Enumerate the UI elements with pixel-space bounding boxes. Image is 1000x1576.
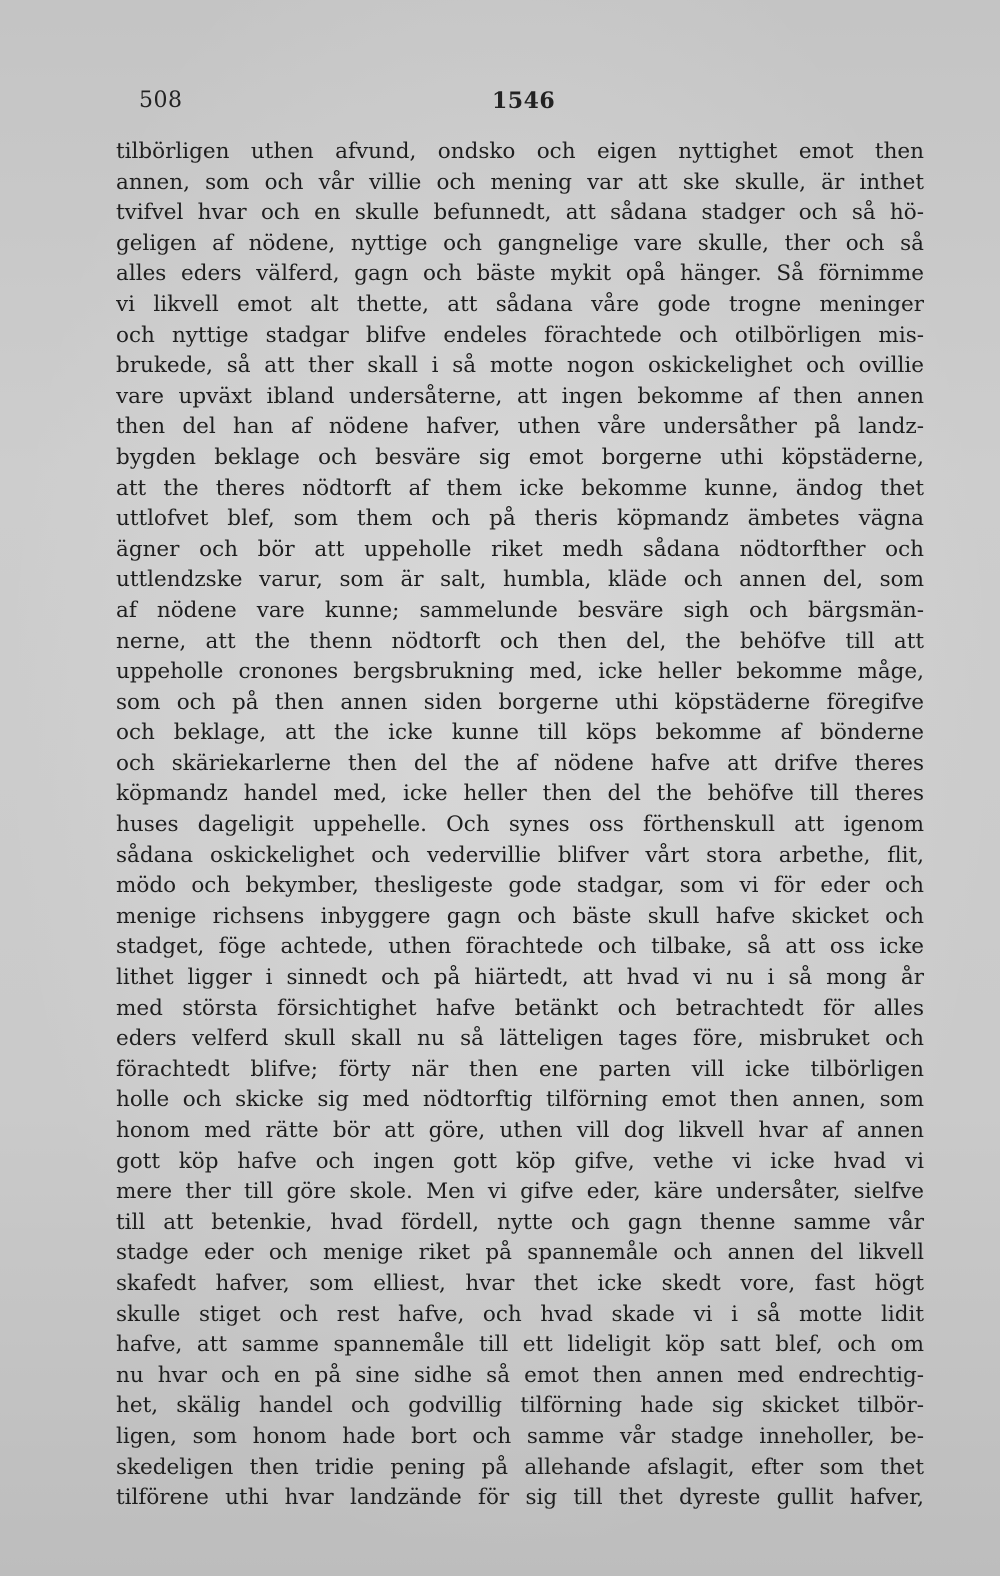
text-line: mere ther till göre skole. Men vi gifve eder, käre undersåter, sielfve: [116, 1179, 924, 1205]
text-line: köpmandz handel med, icke heller then del the behöfve till theres: [116, 781, 924, 807]
text-line: med största försichtighet hafve betänkt och betrachtedt för alles: [116, 995, 924, 1021]
text-line: vi likvell emot alt thette, att sådana våre gode trogne meninger: [116, 291, 924, 317]
text-line: som och på then annen siden borgerne uthi köpstäderne föregifve: [116, 689, 924, 715]
text-line: ägner och bör att uppeholle riket medh sådana nödtorfther och: [116, 536, 924, 562]
text-line: uttlofvet blef, som them och på theris köpmandz ämbetes vägna: [116, 506, 924, 532]
text-line: vare upväxt ibland undersåterne, att ingen bekomme af then annen: [116, 383, 924, 409]
text-line: mödo och bekymber, thesligeste gode stadgar, som vi för eder och: [116, 873, 924, 899]
text-line: eders velferd skull skall nu så lätteligen tages före, misbruket och: [116, 1026, 924, 1052]
page-year-heading: 1546: [492, 88, 556, 114]
text-line: och nyttige stadgar blifve endeles förachtede och otilbörligen mis-: [116, 322, 924, 348]
text-line: förachtedt blifve; förty när then ene parten vill icke tilbörligen: [116, 1056, 924, 1082]
text-line: ligen, som honom hade bort och samme vår stadge inneholler, be-: [116, 1423, 924, 1449]
text-line: honom med rätte bör att göre, uthen vill dog likvell hvar af annen: [116, 1118, 924, 1143]
text-line: het, skälig handel och godvillig tilförning hade sig skicket tilbör-: [116, 1393, 924, 1419]
text-line: holle och skicke sig med nödtorftig tilförning emot then annen, som: [116, 1087, 924, 1113]
text-line: alles eders välferd, gagn och bäste mykit opå hänger. Så förnimme: [116, 261, 924, 287]
text-line: skulle stiget och rest hafve, och hvad skade vi i så motte lidit: [116, 1301, 924, 1327]
text-line: och skäriekarlerne then del the af nödene hafve att drifve theres: [116, 750, 924, 776]
text-line: lithet ligger i sinnedt och på hiärtedt, att hvad vi nu i så mong år: [116, 965, 924, 991]
text-line: huses dageligit uppehelle. Och synes oss förthenskull att igenom: [116, 812, 924, 838]
text-line: nerne, att the thenn nödtorft och then del, the behöfve till att: [116, 628, 924, 654]
text-line: till att betenkie, hvad fördell, nytte och gagn thenne samme vår: [116, 1209, 924, 1235]
text-line: skedeligen then tridie pening på allehande afslagit, efter som thet: [116, 1454, 924, 1480]
text-line: gott köp hafve och ingen gott köp gifve, vethe vi icke hvad vi: [116, 1148, 924, 1174]
body-text: [116, 137, 924, 1514]
text-line: hafve, att samme spannemåle till ett lideligit köp satt blef, och om: [116, 1332, 924, 1358]
text-line: stadget, föge achtede, uthen förachtede och tilbake, så att oss icke: [116, 934, 924, 960]
text-line: tilbörligen uthen afvund, ondsko och eigen nyttighet emot then: [116, 139, 924, 164]
text-line: then del han af nödene hafver, uthen våre undersåther på landz-: [116, 414, 924, 440]
text-line: uppeholle cronones bergsbrukning med, icke heller bekomme måge,: [116, 659, 924, 685]
text-line: sådana oskickelighet och vedervillie blifver vårt stora arbethe, flit,: [116, 842, 924, 868]
text-line: af nödene vare kunne; sammelunde besväre sigh och bärgsmän-: [116, 597, 924, 623]
text-line: tilförene uthi hvar landzände för sig till thet dyreste gullit hafver,: [116, 1485, 924, 1511]
text-line: nu hvar och en på sine sidhe så emot then annen med endrechtig-: [116, 1362, 924, 1388]
text-line: och beklage, att the icke kunne till köps bekomme af bönderne: [116, 720, 924, 746]
page-header: [0, 88, 1000, 128]
page-number: 508: [139, 88, 183, 113]
text-line: stadge eder och menige riket på spannemåle och annen del likvell: [116, 1240, 924, 1266]
text-line: annen, som och vår villie och mening var att ske skulle, är inthet: [116, 169, 924, 195]
text-line: menige richsens inbyggere gagn och bäste skull hafve skicket och: [116, 903, 924, 929]
text-line: geligen af nödene, nyttige och gangnelige vare skulle, ther och så: [116, 230, 924, 256]
text-line: att the theres nödtorft af them icke bekomme kunne, ändog thet: [116, 475, 924, 501]
text-line: uttlendzske varur, som är salt, humbla, kläde och annen del, som: [116, 567, 924, 593]
text-line: tvifvel hvar och en skulle befunnedt, att sådana stadger och så hö-: [116, 200, 924, 226]
text-line: bygden beklage och besväre sig emot borgerne uthi köpstäderne,: [116, 444, 924, 470]
text-line: brukede, så att ther skall i så motte nogon oskickelighet och ovillie: [116, 353, 924, 379]
text-line: skafedt hafver, som elliest, hvar thet icke skedt vore, fast högt: [116, 1270, 924, 1296]
